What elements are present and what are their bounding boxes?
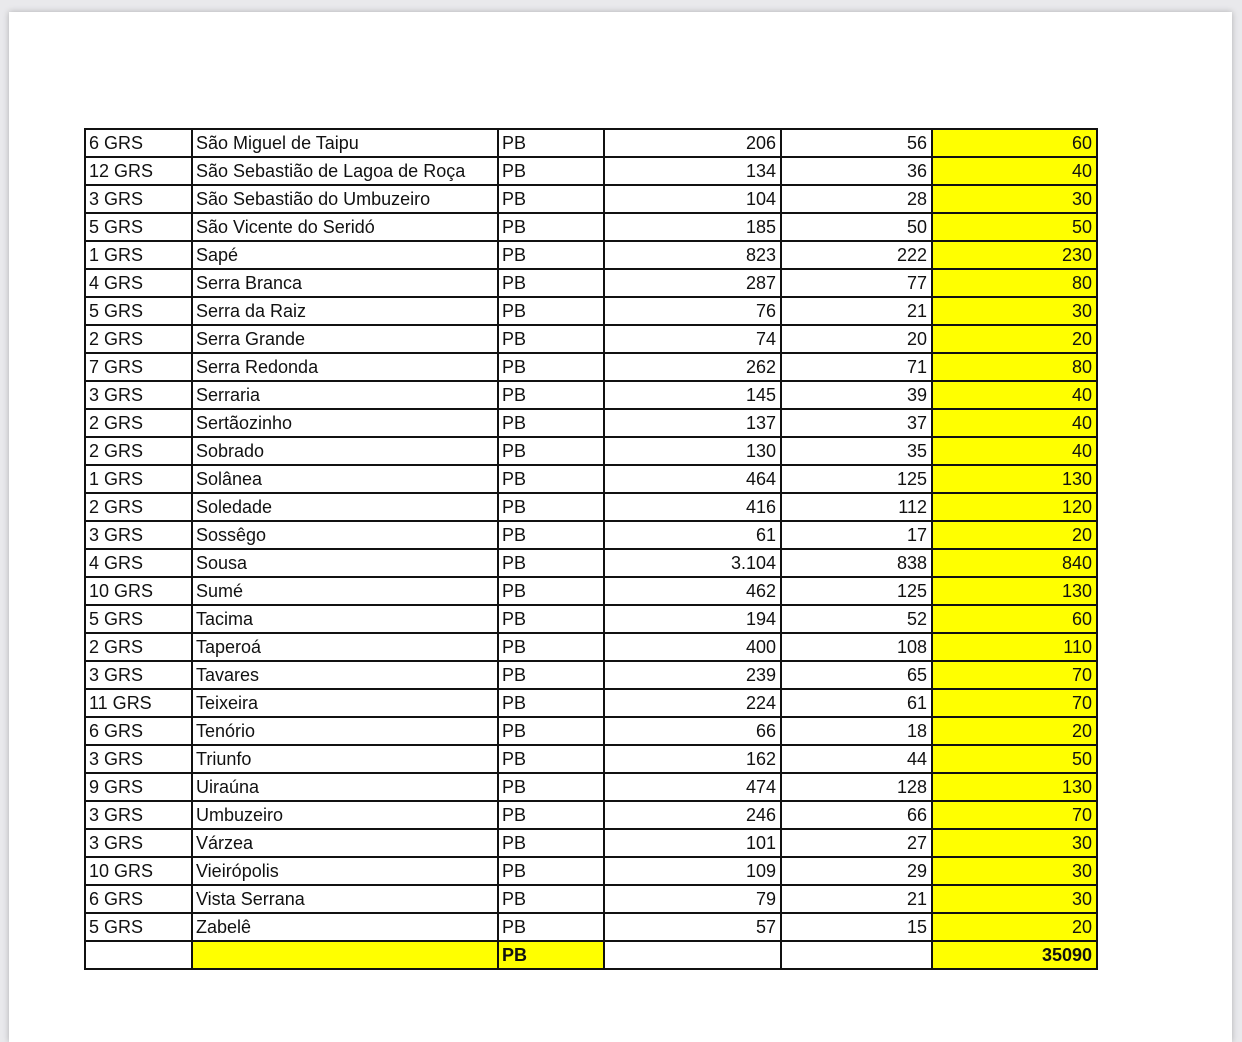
uf-cell: PB — [498, 549, 604, 577]
value3-cell: 30 — [932, 185, 1097, 213]
city-cell: Solânea — [192, 465, 498, 493]
city-cell: Teixeira — [192, 689, 498, 717]
uf-cell: PB — [498, 241, 604, 269]
value2-cell: 15 — [781, 913, 932, 941]
city-cell: Serra Grande — [192, 325, 498, 353]
table-row — [85, 213, 1097, 241]
uf-cell: PB — [498, 773, 604, 801]
value2-cell: 65 — [781, 661, 932, 689]
city-cell: Serra Redonda — [192, 353, 498, 381]
uf-cell: PB — [498, 157, 604, 185]
grs-cell: 3 GRS — [85, 801, 192, 829]
table-row — [85, 409, 1097, 437]
city-cell: Tenório — [192, 717, 498, 745]
value2-cell: 61 — [781, 689, 932, 717]
grs-cell: 5 GRS — [85, 213, 192, 241]
value3-cell: 50 — [932, 213, 1097, 241]
value1-cell: 104 — [604, 185, 781, 213]
value1-cell: 162 — [604, 745, 781, 773]
value2-cell: 36 — [781, 157, 932, 185]
table-row — [85, 661, 1097, 689]
table-row — [85, 269, 1097, 297]
value2-cell: 35 — [781, 437, 932, 465]
grs-cell: 3 GRS — [85, 829, 192, 857]
value2-cell: 71 — [781, 353, 932, 381]
table-row — [85, 129, 1097, 157]
value3-cell: 30 — [932, 885, 1097, 913]
total-grs-cell — [85, 941, 192, 969]
uf-cell: PB — [498, 353, 604, 381]
value1-cell: 109 — [604, 857, 781, 885]
value2-cell: 222 — [781, 241, 932, 269]
grs-cell: 6 GRS — [85, 885, 192, 913]
grs-cell: 3 GRS — [85, 521, 192, 549]
table-row — [85, 241, 1097, 269]
city-cell: Serra Branca — [192, 269, 498, 297]
value3-cell: 20 — [932, 913, 1097, 941]
table-row — [85, 857, 1097, 885]
grs-cell: 1 GRS — [85, 241, 192, 269]
value3-cell: 110 — [932, 633, 1097, 661]
value2-cell: 28 — [781, 185, 932, 213]
value2-cell: 125 — [781, 465, 932, 493]
grs-cell: 3 GRS — [85, 745, 192, 773]
value1-cell: 130 — [604, 437, 781, 465]
table-row — [85, 801, 1097, 829]
city-cell: São Vicente do Seridó — [192, 213, 498, 241]
value1-cell: 79 — [604, 885, 781, 913]
grs-cell: 5 GRS — [85, 605, 192, 633]
table-row — [85, 605, 1097, 633]
value3-cell: 30 — [932, 829, 1097, 857]
total-c1-cell — [604, 941, 781, 969]
grs-cell: 9 GRS — [85, 773, 192, 801]
value1-cell: 61 — [604, 521, 781, 549]
value2-cell: 108 — [781, 633, 932, 661]
value2-cell: 66 — [781, 801, 932, 829]
value2-cell: 128 — [781, 773, 932, 801]
value1-cell: 400 — [604, 633, 781, 661]
value1-cell: 137 — [604, 409, 781, 437]
value3-cell: 70 — [932, 801, 1097, 829]
grs-cell: 2 GRS — [85, 633, 192, 661]
value2-cell: 50 — [781, 213, 932, 241]
uf-cell: PB — [498, 437, 604, 465]
city-cell: Umbuzeiro — [192, 801, 498, 829]
value3-cell: 80 — [932, 269, 1097, 297]
city-cell: Zabelê — [192, 913, 498, 941]
table-row — [85, 381, 1097, 409]
table-row — [85, 465, 1097, 493]
value3-cell: 80 — [932, 353, 1097, 381]
value3-cell: 20 — [932, 325, 1097, 353]
value1-cell: 462 — [604, 577, 781, 605]
table-row — [85, 717, 1097, 745]
value3-cell: 840 — [932, 549, 1097, 577]
city-cell: Serra da Raiz — [192, 297, 498, 325]
value1-cell: 464 — [604, 465, 781, 493]
city-cell: Triunfo — [192, 745, 498, 773]
table-row — [85, 689, 1097, 717]
city-cell: Vieirópolis — [192, 857, 498, 885]
grs-cell: 6 GRS — [85, 717, 192, 745]
value3-cell: 20 — [932, 717, 1097, 745]
value2-cell: 125 — [781, 577, 932, 605]
uf-cell: PB — [498, 605, 604, 633]
value1-cell: 246 — [604, 801, 781, 829]
value1-cell: 101 — [604, 829, 781, 857]
uf-cell: PB — [498, 129, 604, 157]
city-cell: Taperoá — [192, 633, 498, 661]
value2-cell: 37 — [781, 409, 932, 437]
city-cell: Soledade — [192, 493, 498, 521]
table-row — [85, 493, 1097, 521]
uf-cell: PB — [498, 269, 604, 297]
value1-cell: 66 — [604, 717, 781, 745]
table-row — [85, 549, 1097, 577]
city-cell: Sobrado — [192, 437, 498, 465]
value2-cell: 44 — [781, 745, 932, 773]
uf-cell: PB — [498, 885, 604, 913]
grs-cell: 4 GRS — [85, 549, 192, 577]
city-cell: Sossêgo — [192, 521, 498, 549]
value2-cell: 56 — [781, 129, 932, 157]
uf-cell: PB — [498, 745, 604, 773]
grs-cell: 11 GRS — [85, 689, 192, 717]
table-row — [85, 185, 1097, 213]
table-row — [85, 913, 1097, 941]
uf-cell: PB — [498, 801, 604, 829]
value3-cell: 50 — [932, 745, 1097, 773]
grs-cell: 2 GRS — [85, 409, 192, 437]
grs-cell: 7 GRS — [85, 353, 192, 381]
value3-cell: 130 — [932, 773, 1097, 801]
grs-cell: 3 GRS — [85, 381, 192, 409]
value2-cell: 52 — [781, 605, 932, 633]
value1-cell: 206 — [604, 129, 781, 157]
uf-cell: PB — [498, 409, 604, 437]
total-row — [85, 941, 1097, 969]
value2-cell: 21 — [781, 297, 932, 325]
value3-cell: 120 — [932, 493, 1097, 521]
value2-cell: 21 — [781, 885, 932, 913]
value2-cell: 27 — [781, 829, 932, 857]
uf-cell: PB — [498, 717, 604, 745]
value2-cell: 20 — [781, 325, 932, 353]
uf-cell: PB — [498, 297, 604, 325]
city-cell: Sousa — [192, 549, 498, 577]
table-row — [85, 633, 1097, 661]
value3-cell: 20 — [932, 521, 1097, 549]
uf-cell: PB — [498, 521, 604, 549]
grs-cell: 1 GRS — [85, 465, 192, 493]
total-c2-cell — [781, 941, 932, 969]
value2-cell: 29 — [781, 857, 932, 885]
grs-cell: 10 GRS — [85, 857, 192, 885]
value1-cell: 474 — [604, 773, 781, 801]
value3-cell: 40 — [932, 409, 1097, 437]
grs-cell: 12 GRS — [85, 157, 192, 185]
grs-cell: 2 GRS — [85, 325, 192, 353]
value3-cell: 70 — [932, 689, 1097, 717]
value1-cell: 3.104 — [604, 549, 781, 577]
table-row — [85, 885, 1097, 913]
value3-cell: 130 — [932, 577, 1097, 605]
uf-cell: PB — [498, 381, 604, 409]
table-row — [85, 745, 1097, 773]
municipality-table — [84, 128, 1098, 970]
city-cell: Tavares — [192, 661, 498, 689]
table-row — [85, 353, 1097, 381]
total-value-cell: 35090 — [932, 941, 1097, 969]
table-row — [85, 577, 1097, 605]
city-cell: Tacima — [192, 605, 498, 633]
value1-cell: 287 — [604, 269, 781, 297]
table-row — [85, 829, 1097, 857]
value3-cell: 40 — [932, 381, 1097, 409]
value1-cell: 823 — [604, 241, 781, 269]
value3-cell: 40 — [932, 157, 1097, 185]
grs-cell: 10 GRS — [85, 577, 192, 605]
uf-cell: PB — [498, 185, 604, 213]
total-uf-cell: PB — [498, 941, 604, 969]
value3-cell: 70 — [932, 661, 1097, 689]
value2-cell: 39 — [781, 381, 932, 409]
value1-cell: 145 — [604, 381, 781, 409]
total-city-cell — [192, 941, 498, 969]
uf-cell: PB — [498, 213, 604, 241]
city-cell: Serraria — [192, 381, 498, 409]
uf-cell: PB — [498, 661, 604, 689]
grs-cell: 3 GRS — [85, 185, 192, 213]
value3-cell: 30 — [932, 297, 1097, 325]
value1-cell: 57 — [604, 913, 781, 941]
value2-cell: 17 — [781, 521, 932, 549]
city-cell: Sumé — [192, 577, 498, 605]
grs-cell: 4 GRS — [85, 269, 192, 297]
city-cell: Uiraúna — [192, 773, 498, 801]
value1-cell: 239 — [604, 661, 781, 689]
value1-cell: 134 — [604, 157, 781, 185]
uf-cell: PB — [498, 689, 604, 717]
city-cell: Sertãozinho — [192, 409, 498, 437]
uf-cell: PB — [498, 913, 604, 941]
uf-cell: PB — [498, 577, 604, 605]
table-row — [85, 521, 1097, 549]
uf-cell: PB — [498, 493, 604, 521]
table-row — [85, 773, 1097, 801]
city-cell: Várzea — [192, 829, 498, 857]
uf-cell: PB — [498, 325, 604, 353]
grs-cell: 3 GRS — [85, 661, 192, 689]
value1-cell: 185 — [604, 213, 781, 241]
value2-cell: 112 — [781, 493, 932, 521]
value1-cell: 194 — [604, 605, 781, 633]
city-cell: São Miguel de Taipu — [192, 129, 498, 157]
uf-cell: PB — [498, 465, 604, 493]
value1-cell: 224 — [604, 689, 781, 717]
table-row — [85, 325, 1097, 353]
city-cell: Sapé — [192, 241, 498, 269]
value3-cell: 30 — [932, 857, 1097, 885]
city-cell: Vista Serrana — [192, 885, 498, 913]
document-page — [9, 12, 1232, 1042]
city-cell: São Sebastião do Umbuzeiro — [192, 185, 498, 213]
value1-cell: 76 — [604, 297, 781, 325]
grs-cell: 5 GRS — [85, 297, 192, 325]
value3-cell: 130 — [932, 465, 1097, 493]
value3-cell: 60 — [932, 129, 1097, 157]
value1-cell: 262 — [604, 353, 781, 381]
city-cell: São Sebastião de Lagoa de Roça — [192, 157, 498, 185]
uf-cell: PB — [498, 829, 604, 857]
grs-cell: 2 GRS — [85, 493, 192, 521]
table-row — [85, 437, 1097, 465]
value2-cell: 77 — [781, 269, 932, 297]
value1-cell: 416 — [604, 493, 781, 521]
table-row — [85, 157, 1097, 185]
value3-cell: 60 — [932, 605, 1097, 633]
value3-cell: 40 — [932, 437, 1097, 465]
value3-cell: 230 — [932, 241, 1097, 269]
value1-cell: 74 — [604, 325, 781, 353]
uf-cell: PB — [498, 633, 604, 661]
value2-cell: 838 — [781, 549, 932, 577]
grs-cell: 5 GRS — [85, 913, 192, 941]
table-body — [85, 129, 1097, 969]
grs-cell: 2 GRS — [85, 437, 192, 465]
table-row — [85, 297, 1097, 325]
grs-cell: 6 GRS — [85, 129, 192, 157]
uf-cell: PB — [498, 857, 604, 885]
value2-cell: 18 — [781, 717, 932, 745]
